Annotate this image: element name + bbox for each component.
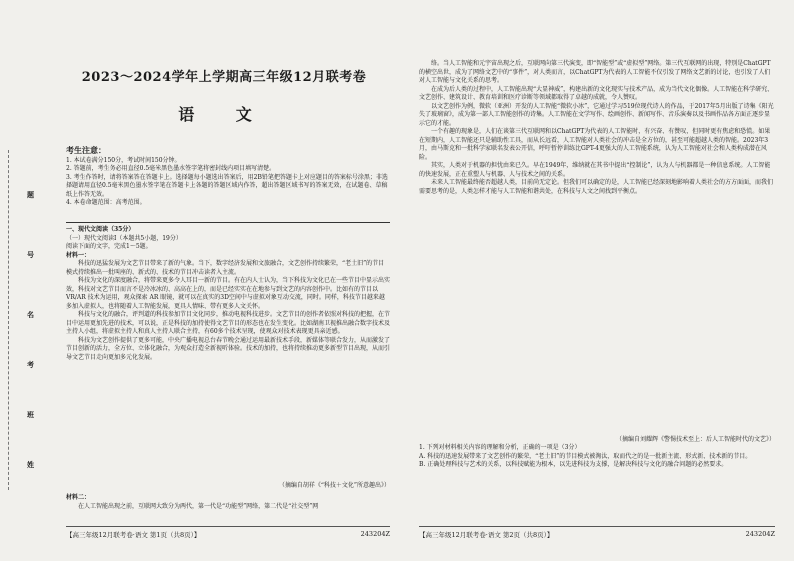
notice-item: 2. 答题前，考生务必用直径0.5毫米黑色墨水签字笔将密封线内项目填写清楚。: [66, 165, 276, 172]
material2-paragraph: 一个有趣的现象是，人们在谈第三代互联网和以ChatGPT为代表的人工智能时，有兴奋、有赞叹，但同时更有焦虑和恐慌。如果在短期内，人工智能还只是辅助性工具，而从长远看，人工智能对人类社会的冲击是全方位的，甚至可能超越人类的智能。2023年3月，由马斯克和一批科学家联名发表公开信，呼吁暂停训练比GPT-4更强大的人工智能系统，认为人工智能对社会和人类构成潜在风险。: [419, 128, 771, 161]
section-title: 一、现代文阅读（35分）: [66, 226, 135, 233]
question-stem: 1. 下列对材料相关内容的理解和分析，正确的一项是（3分）: [419, 444, 581, 451]
material2-paragraph: 以文艺创作为例，微软（亚洲）开发的人工智能“微软小冰”，它通过学习519位现代诗人的作品，于2017年5月出版了诗集《阳光失了玻璃窗》，成为第一部人工智能创作的诗集。人工智能在文学写作、绘画创作、新闻写作、音乐演奏以及书画作品各方面正逐步显示它的才能。: [419, 102, 774, 127]
material2-label: 材料二：: [66, 494, 91, 501]
material1-paragraph: 科技的迅猛发展为文艺节目带来了新的气象。当下，数字经济发展和文旅融合，文艺创作持续繁荣，“老土旧”的节目模式持续推出一批叫座的、新式的、技术的节目冲击读者入主流。: [66, 260, 385, 276]
material1-paragraph: 科技为文艺创作提供了更多可能，中央广播电视总台春节晚会通过运用最新技术手段，新媒体等联合发力，从而激发了节目创新的活力，全方位、立体化融合，为观众打造全新视听体验。技术的加持，也将持续推动更多新型节目出现，从而引导文艺节目走向更加多元化发展。: [66, 336, 391, 361]
reading-section: [66, 226, 390, 362]
right-footer: [419, 530, 775, 539]
material2-paragraph: 其实，人类对于机器的担忧由来已久。早在1949年，维纳就在其书中提出“控制论”，认为人与机器都是一种信息系统。人工智能的快速发展，正在重塑人与机器、人与技术之间的关系。: [419, 162, 771, 178]
material2-paragraph: 络。当人工智能和元宇宙出现之后，互联网向第三代演变，即“智能型”或“虚拟型”网络。第三代互联网的出现，特别是ChatGPT的横空出世，成为了网络文艺中的“事件”，对人类而言，以ChatGPT为代表的人工智能不仅引发了网络文艺新的讨论，也引发了人们对人工智能与文化关系的思考。: [419, 60, 771, 84]
page-footer-label: 【高三年级12月联考卷·语文 第2页（共8页）】: [419, 531, 554, 539]
sub-title: （一）现代文阅读Ⅰ（本题共5小题，19分）: [66, 234, 182, 242]
exam-title: 2023～2024学年上学期高三年级12月联考卷: [81, 70, 367, 85]
page-footer-label: 【高三年级12月联考卷·语文 第1页（共8页）】: [66, 531, 201, 539]
material2: [66, 494, 390, 511]
material2-source: （摘编自刘耀辉《警惕技术至上：后人工智能时代的文艺》）: [615, 436, 775, 443]
right-page: [397, 0, 794, 561]
paper-code: 243204Z: [360, 530, 390, 538]
margin-char: 姓: [27, 460, 34, 469]
material2-paragraph: 在成为后人类的过程中，人工智能出现“大显神威”，构建出新的文化现实与技术产品，成为当代文化偶像。人工智能在科学研究、文艺创作、建筑设计、教育培训和医疗诊断等领域都取得了卓越的成就，令人赞叹。: [419, 85, 774, 101]
notice-heading: 考生注意：: [66, 145, 106, 155]
notice-item: 4. 本卷命题范围：高考范围。: [66, 199, 146, 206]
material2-paragraph: 未来人工智能最终能否超越人类，目前尚无定论。但我们可以确定的是，人工智能已经深刻地影响着人类社会的方方面面，而我们需要思考的是，人类怎样才能与人工智能和谐共处，在科技与人文之间找到平衡点。: [419, 179, 774, 195]
material1-paragraph: 科技与文化的融合，评判道的科技参加节目文化同步，推动电视科技进步。文艺节目的创作者依照对科技的把握，在节目中运用更加先进的技术，可以说，正是科技的加持使得文艺节目的形态也在发生变化。比如湖南卫视推出融合数字技术及主持人小组，将虚拟主持人和真人主持人联合主持，有60多个技术呈现，使观众对技术表现更具亲近感。: [66, 311, 391, 335]
notice-item: 1. 本试卷满分150分，考试时间150分钟。: [66, 156, 181, 164]
material2-paragraph: 在人工智能出现之前，互联网大致分为两代，第一代是“功能型”网络，第二代是“社交型”网: [78, 502, 319, 510]
exam-subject: 语 文: [178, 105, 270, 124]
paper-code: 243204Z: [745, 530, 775, 538]
notice-item: 3. 考生作答时，请将答案答在答题卡上。选择题每小题选出答案后，用2B铅笔把答题卡上对应题目的答案标号涂黑；非选择题请用直径0.5毫米黑色墨水签字笔在答题卡上各题的答题区域内作答，超出答题区域书写的答案无效，在试题卷、草稿纸上作答无效。: [66, 173, 388, 198]
margin-char: 考: [27, 360, 34, 369]
material1-paragraph: 科技为文化的深度融合，将带来更多令人耳目一新的节目。有在内人士认为，当下科技为文化已在一些节目中显示出实效，科技对文艺节目而言不是冷冰冰的、高高在上的，而是已经实实在在地参与到文艺的内容创作中。比如有的节目以 VR/AR 技术为运用，观众探索 AR 眼镜，就可以在真实的3D空间中与虚拟对象互动交流，同时。同样，科技节目越来越多加入虚拟人，也将随着人工智能发展，更具人情味、带有更多人文关怀。: [66, 277, 391, 310]
exam-notice: [66, 146, 390, 208]
question-option: A. 科技的迅速发展带来了文艺创作的繁荣，“老土旧”的节目模式被淘汰，取而代之的是一批新主流、形式新、技术新的节目。: [419, 452, 752, 460]
footer-rule: [419, 526, 775, 527]
material1-source: （摘编自胡祥《“科技＋文化”所意趣出》）: [278, 482, 390, 489]
margin-char: 班: [27, 410, 34, 419]
margin-char: 题: [27, 190, 34, 199]
margin-char: 名: [27, 310, 34, 319]
question-option: B. 正确处理科技与艺术的关系，以科技赋能为根本，以先进科技为支撑，是解决科技与文化的融合问题的必然要求。: [419, 461, 728, 468]
instruction: 阅读下面的文字，完成1～5题。: [66, 243, 152, 250]
question-1: [419, 444, 775, 470]
left-footer: [66, 530, 390, 539]
notice-divider: [66, 222, 390, 223]
margin-char: 号: [27, 250, 34, 259]
binding-line: [8, 150, 9, 490]
material1-label: 材料一：: [66, 251, 91, 259]
footer-rule: [66, 526, 390, 527]
material2-continued: [419, 60, 775, 196]
binding-margin: [10, 150, 44, 490]
